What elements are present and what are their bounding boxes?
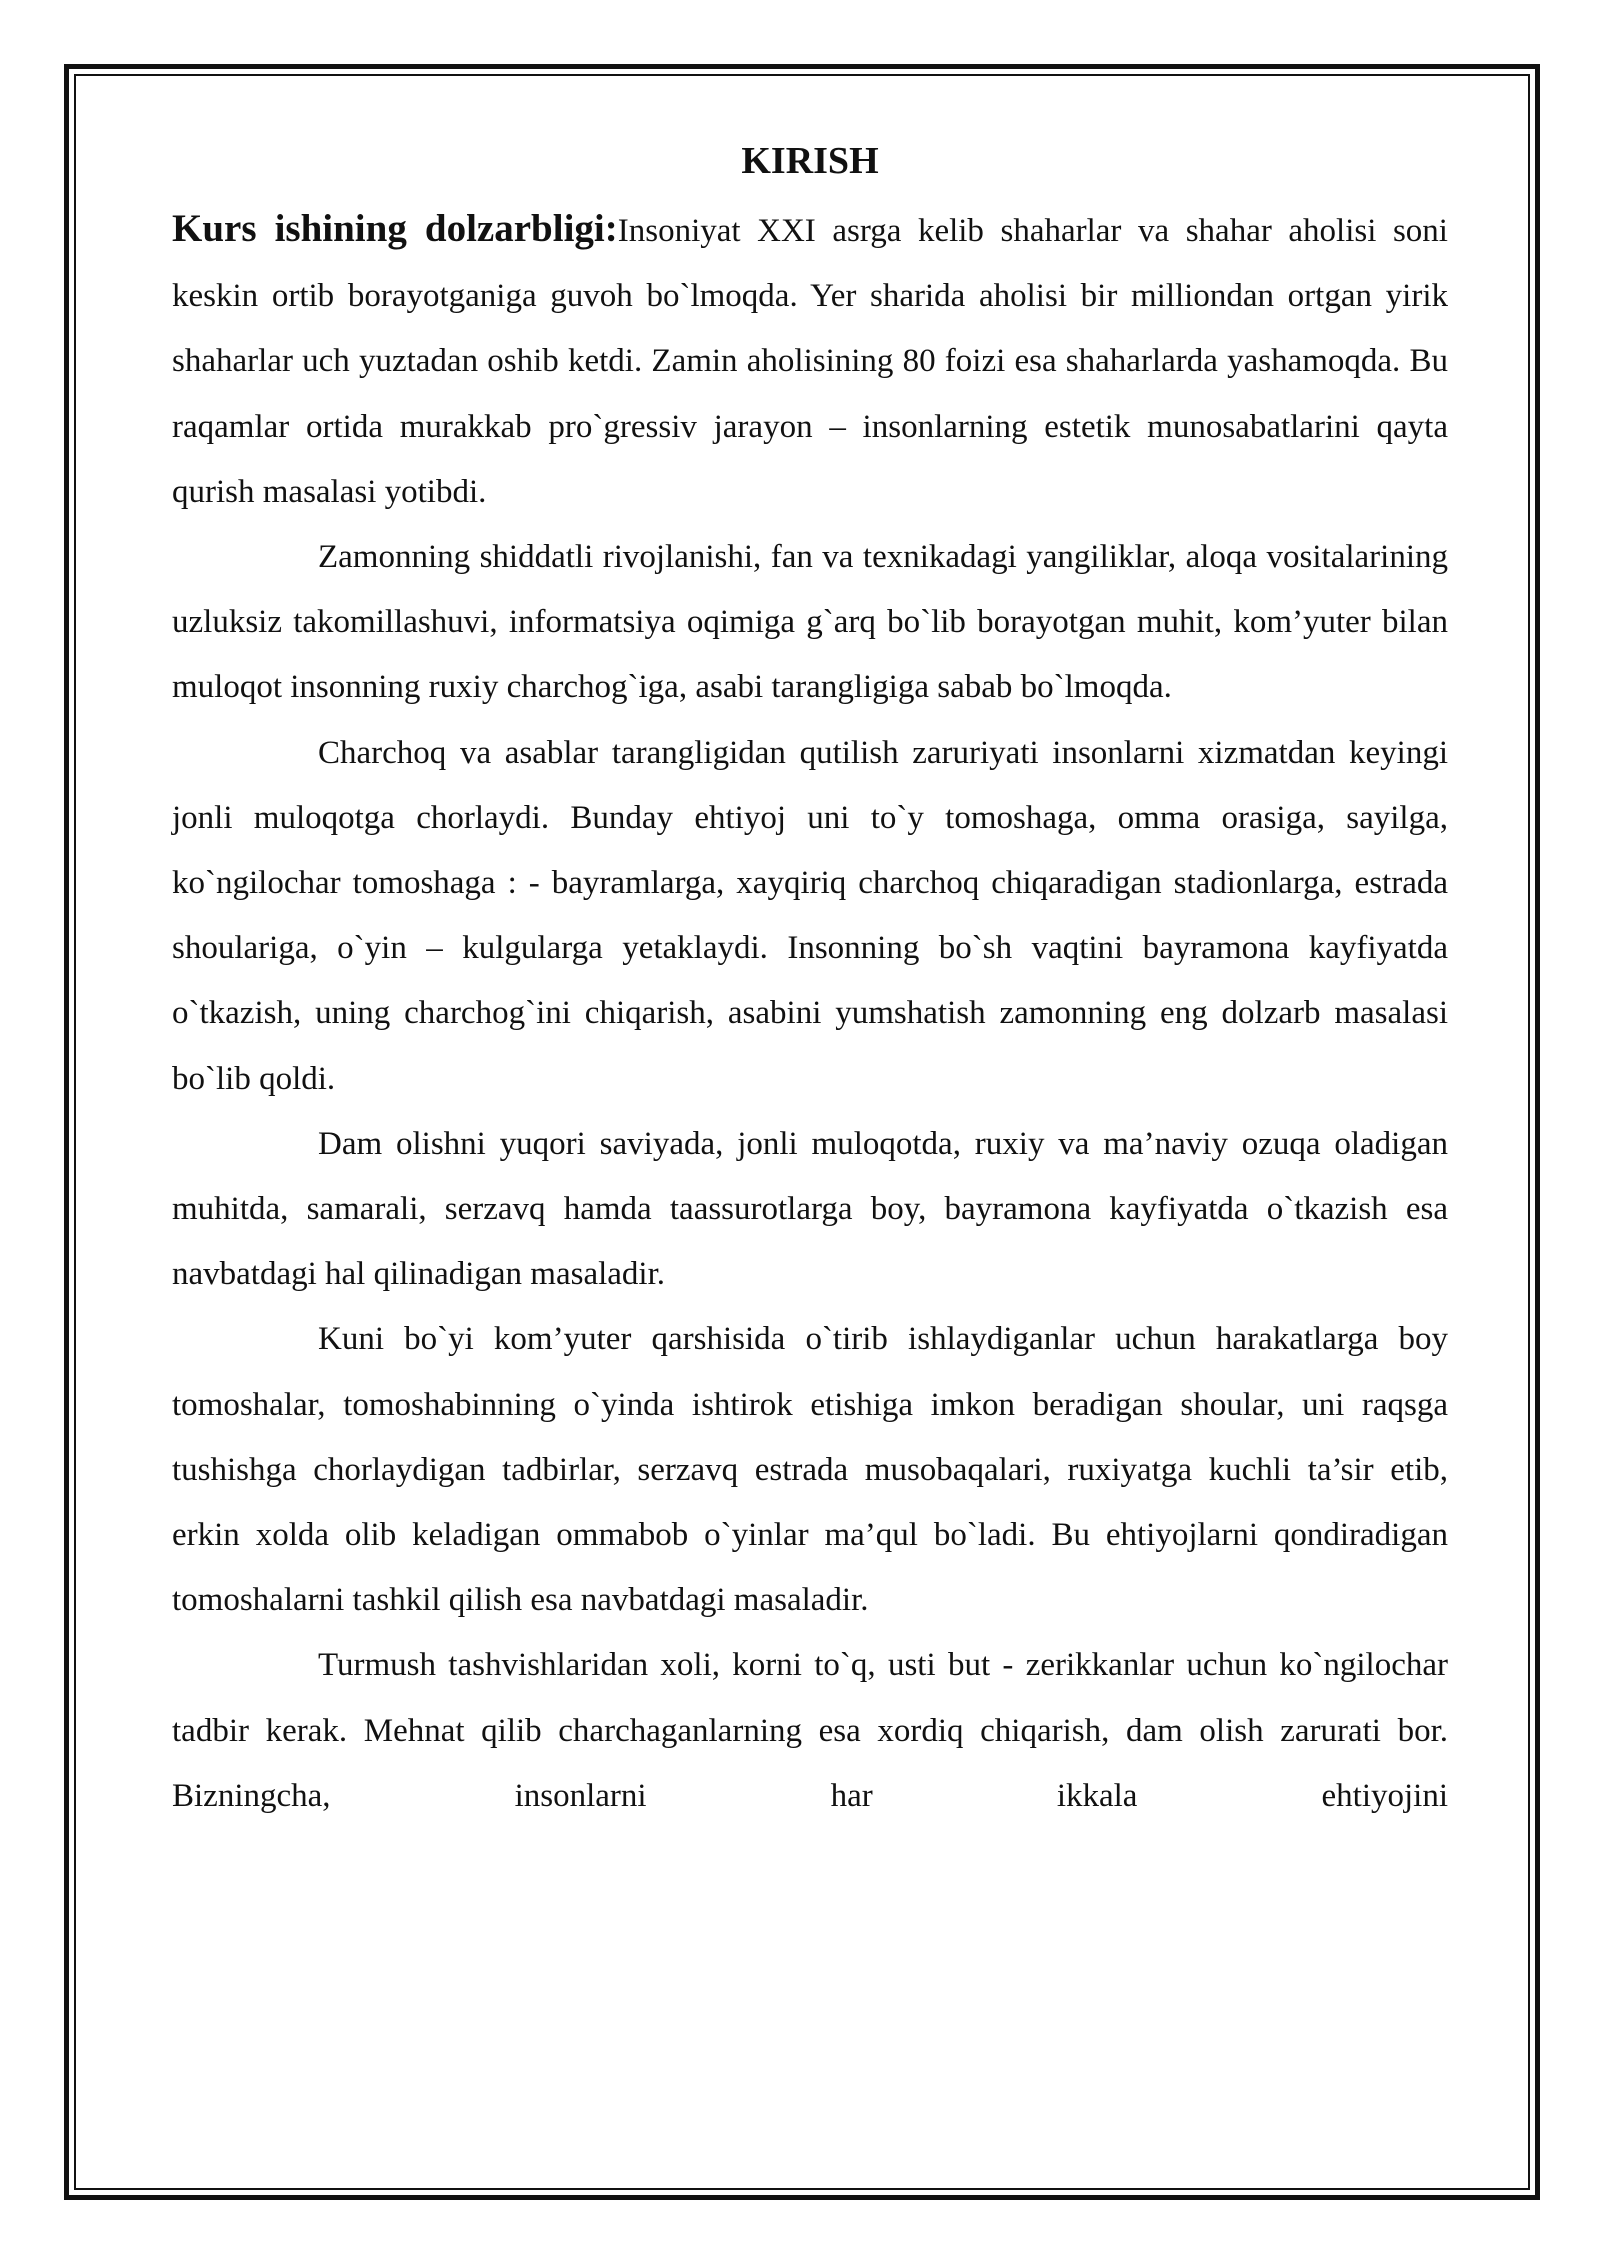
- paragraph-5: Kuni bo`yi kom’yuter qarshisida o`tirib ishlaydiganlar uchun harakatlarga boy tomoshalar, tomoshabinning o`yinda ishtirok etishiga imkon beradigan shoular, uni raqsga tushishga chorlaydigan tadbirlar, serzavq estrada musobaqalari, ruxiyatga kuchli ta’sir etib, erkin xolda olib keladigan ommabob o`yinlar ma’qul bo`ladi. Bu ehtiyojlarni qondiradigan tomoshalarni tashkil qilish esa navbatdagi masaladir.: [172, 1321, 1448, 1619]
- document-title: KIRISH: [741, 140, 879, 182]
- paragraph-3: Charchoq va asablar tarangligidan qutilish zaruriyati insonlarni xizmatdan keyingi jonli muloqotga chorlaydi. Bunday ehtiyoj uni to`y tomoshaga, omma orasiga, sayilga, ko`ngilochar tomoshaga : - bayramlarga, xayqiriq charchoq chiqaradigan stadionlarga, estrada shoulariga, o`yin – kulgularga yetaklaydi. Insonning bo`sh vaqtini bayramona kayfiyatda o`tkazish, uning charchog`ini chiqarish, asabini yumshatish zamonning eng dolzarb masalasi bo`lib qoldi.: [172, 734, 1448, 1097]
- paragraph-2: Zamonning shiddatli rivojlanishi, fan va texnikadagi yangiliklar, aloqa vositalarining uzluksiz takomillashuvi, informatsiya oqimiga g`arq bo`lib borayotgan muhit, kom’yuter bilan muloqot insonning ruxiy charchog`iga, asabi tarangligiga sabab bo`lmoqda.: [172, 539, 1448, 706]
- paragraph-1: [172, 196, 1448, 525]
- paragraph-4: Dam olishni yuqori saviyada, jonli muloqotda, ruxiy va ma’naviy ozuqa oladigan muhitda, samarali, serzavq hamda taassurotlarga boy, bayramona kayfiyatda o`tkazish esa navbatdagi hal qilinadigan masaladir.: [172, 1125, 1448, 1293]
- document-body: [172, 132, 1448, 1829]
- lead-heading: Kurs ishining dolzarbligi:: [172, 207, 618, 250]
- paragraph-1-text: Insoniyat XXI asrga kelib shaharlar va shahar aholisi soni keskin ortib borayotganiga guvoh bo`lmoqda. Yer sharida aholisi bir milliondan ortgan yirik shaharlar uch yuztadan oshib ketdi. Zamin aholisining 80 foizi esa shaharlarda yashamoqda. Bu raqamlar ortida murakkab pro`gressiv jarayon – insonlarning estetik munosabatlarini qayta qurish masalasi yotibdi.: [172, 213, 1448, 510]
- paragraph-6: Turmush tashvishlaridan xoli, korni to`q, usti but - zerikkanlar uchun ko`ngilochar tadbir kerak. Mehnat qilib charchaganlarning esa xordiq chiqarish, dam olish zarurati bor. Bizningcha, insonlarni har ikkala ehtiyojini: [172, 1647, 1448, 1814]
